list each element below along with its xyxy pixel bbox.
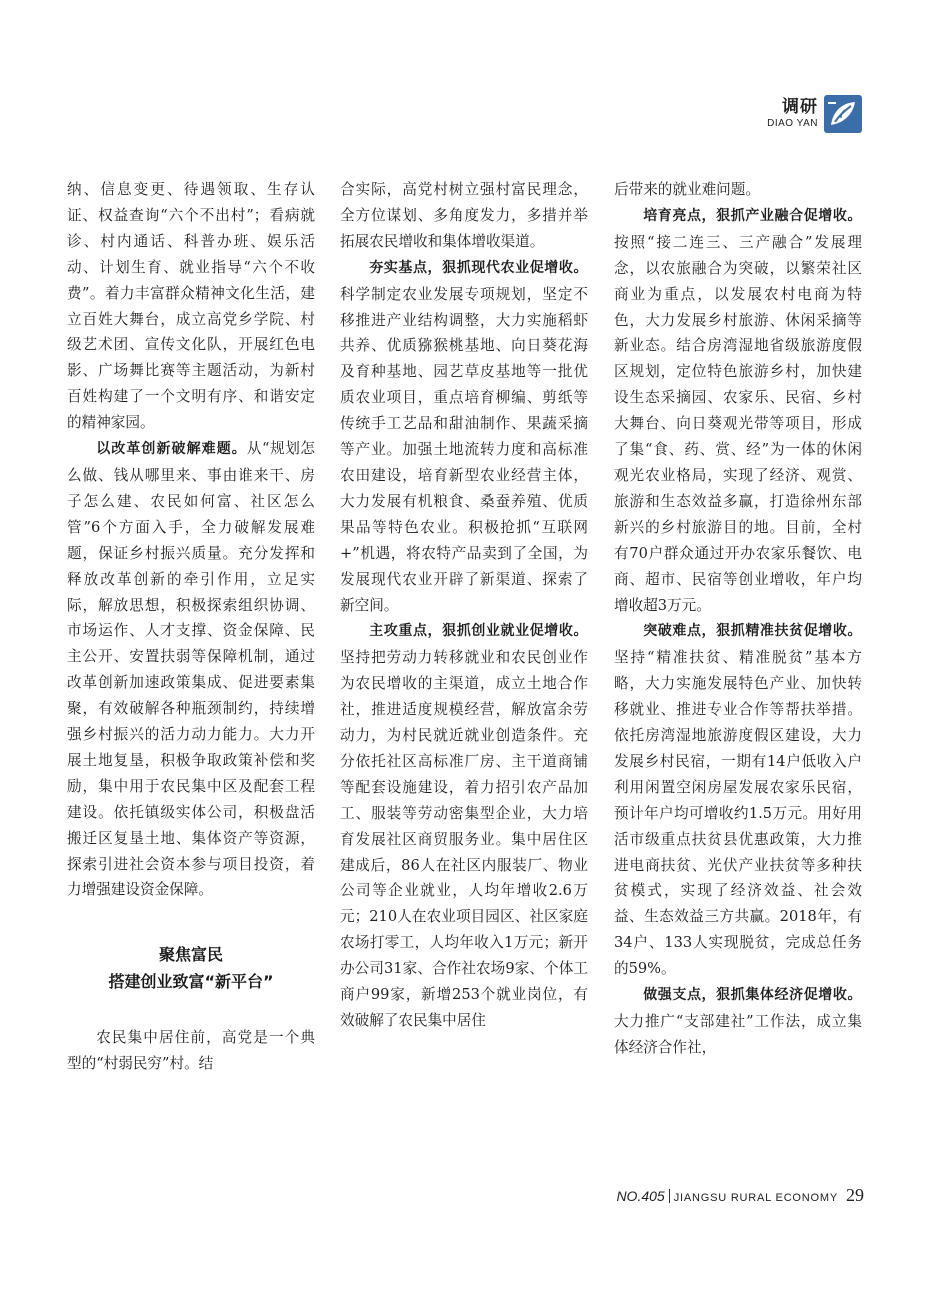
- section-title: 调研: [782, 97, 818, 117]
- paragraph: [614, 618, 862, 982]
- paragraph-body: 坚持“精准扶贫、精准脱贫”基本方略，大力实施发展特色产业、加快转移就业、推进专业合作等帮扶举措。依托房湾湿地旅游度假区建设，大力发展乡村民宿，一期有14户低收入户利用闲置空闲房屋发展农家乐民宿，预计年户均可增收约1.5万元。用好用活市级重点扶贫县优惠政策，大力推进电商扶贫、光伏产业扶贫等多种扶贫模式，实现了经济效益、社会效益、生态效益三方共赢。2018年，有34户、133人实现脱贫，完成总任务的59%。: [614, 649, 862, 978]
- section-label: [767, 99, 818, 129]
- paragraph: [614, 982, 862, 1061]
- paragraph-lead: 主攻重点，狠抓创业就业促增收。: [369, 623, 588, 640]
- paragraph: [340, 618, 588, 1034]
- section-subtitle: DIAO YAN: [767, 118, 818, 129]
- issue-number: NO.405: [616, 1188, 665, 1204]
- page-footer: [614, 1185, 864, 1206]
- paragraph-lead: 突破难点，狠抓精准扶贫促增收。: [643, 623, 862, 640]
- paragraph: [614, 203, 862, 619]
- paragraph-lead: 夯实基点，狠抓现代农业促增收。: [369, 259, 588, 276]
- paragraph: [67, 436, 315, 903]
- paragraph-body: 从“规划怎么做、钱从哪里来、事由谁来干、房子怎么建、农民如何富、社区怎么管”6个方面入手，全力破解发展难题，保证乡村振兴质量。充分发挥和释放改革创新的牵引作用，立足实际，解放思想，积极探索组织协调、市场运作、人才支撑、资金保障、民主公开、安置扶弱等保障机制，通过改革创新加速政策集成、促进要素集聚，有效破解各种瓶颈制约，持续增强乡村振兴的活力动力能力。大力开展土地复垦，积极争取政策补偿和奖励，集中用于农民集中区及配套工程建设。依托镇级实体公司，积极盘活搬迁区复垦土地、集体资产等资源，探索引进社会资本参与项目投资，着力增强建设资金保障。: [67, 440, 316, 899]
- paragraph-lead: 培育亮点，狠抓产业融合促增收。: [643, 207, 862, 224]
- paragraph-body: 按照“接二连三、三产融合”发展理念，以农旅融合为突破，以繁荣社区商业为重点，以发展农村电商为特色，大力发展乡村旅游、休闲采摘等新业态。结合房湾湿地省级旅游度假区规划，定位特色旅游乡村，加快建设生态采摘园、农家乐、民宿、乡村大舞台、向日葵观光带等项目，形成了集“食、药、赏、经”为一体的休闲观光农业格局，实现了经济、观赏、旅游和生态效益多赢，打造徐州东部新兴的乡村旅游目的地。目前，全村有70户群众通过开办农家乐餐饮、电商、超市、民宿等创业增收，年户均增收超3万元。: [614, 233, 862, 614]
- column-1: [67, 177, 315, 1077]
- paragraph-lead: 做强支点，狠抓集体经济促增收。: [643, 987, 862, 1004]
- paragraph-body: 大力推广“支部建社”工作法，成立集体经济合作社，: [614, 1013, 862, 1056]
- page-number: 29: [846, 1185, 864, 1205]
- leaf-logo-icon: [824, 95, 862, 133]
- magazine-name: JIANGSU RURAL ECONOMY: [673, 1192, 838, 1204]
- paragraph: 后带来的就业难问题。: [614, 181, 760, 198]
- paragraph-body: 坚持把劳动力转移就业和农民创业作为农民增收的主渠道，成立土地合作社，推进适度规模经营，解放富余劳动力，为村民就近就业创造条件。充分依托社区高标准厂房、主干道商铺等配套设施建设，着力招引农产品加工、服装等劳动密集型企业，大力培育发展社区商贸服务业。集中居住区建成后，86人在社区内服装厂、物业公司等企业就业，人均年增收2.6万元；210人在农业项目园区、社区家庭农场打零工，人均年收入1万元；新开办公司31家、合作社农场9家、个体工商户99家，新增253个就业岗位，有效破解了农民集中居住: [340, 649, 588, 1029]
- column-2: [340, 177, 588, 1034]
- section-heading: [67, 941, 315, 995]
- section-heading-line-2: 搭建创业致富“新平台”: [108, 972, 274, 992]
- footer-divider: [669, 1189, 670, 1203]
- paragraph-body: 科学制定农业发展专项规划，坚定不移推进产业结构调整，大力实施稻虾共养、优质猕猴桃基地、向日葵花海及育种基地、园艺草皮基地等一批优质农业项目，重点培育柳编、剪纸等传统手工艺品和甜油制作、果蔬采摘等产业。加强土地流转力度和高标准农田建设，培育新型农业经营主体，大力发展有机粮食、桑蚕养殖、优质果品等特色农业。积极抢抓“互联网+”机遇，将农特产品卖到了全国，为发展现代农业开辟了新渠道、探索了新空间。: [340, 285, 588, 614]
- paragraph-lead: 以改革创新破解难题。: [96, 441, 247, 458]
- column-3: [614, 177, 862, 1061]
- section-heading-line-1: 聚焦富民: [158, 945, 223, 965]
- paragraph: 合实际，高党村树立强村富民理念，全方位谋划、多角度发力，多措并举拓展农民增收和集体增收渠道。: [340, 181, 588, 250]
- paragraph: [340, 255, 588, 619]
- paragraph: 纳、信息变更、待遇领取、生存认证、权益查询“六个不出村”；看病就诊、村内通话、科普办班、娱乐活动、计划生育、就业指导“六个不收费”。着力丰富群众精神文化生活，建立百姓大舞台，成立高党乡学院、村级艺术团、宣传文化队，开展红色电影、广场舞比赛等主题活动，为新村百姓构建了一个文明有序、和谐安定的精神家园。: [67, 181, 315, 432]
- paragraph: 农民集中居住前，高党是一个典型的“村弱民穷”村。结: [67, 1029, 315, 1073]
- page-header: [767, 92, 862, 136]
